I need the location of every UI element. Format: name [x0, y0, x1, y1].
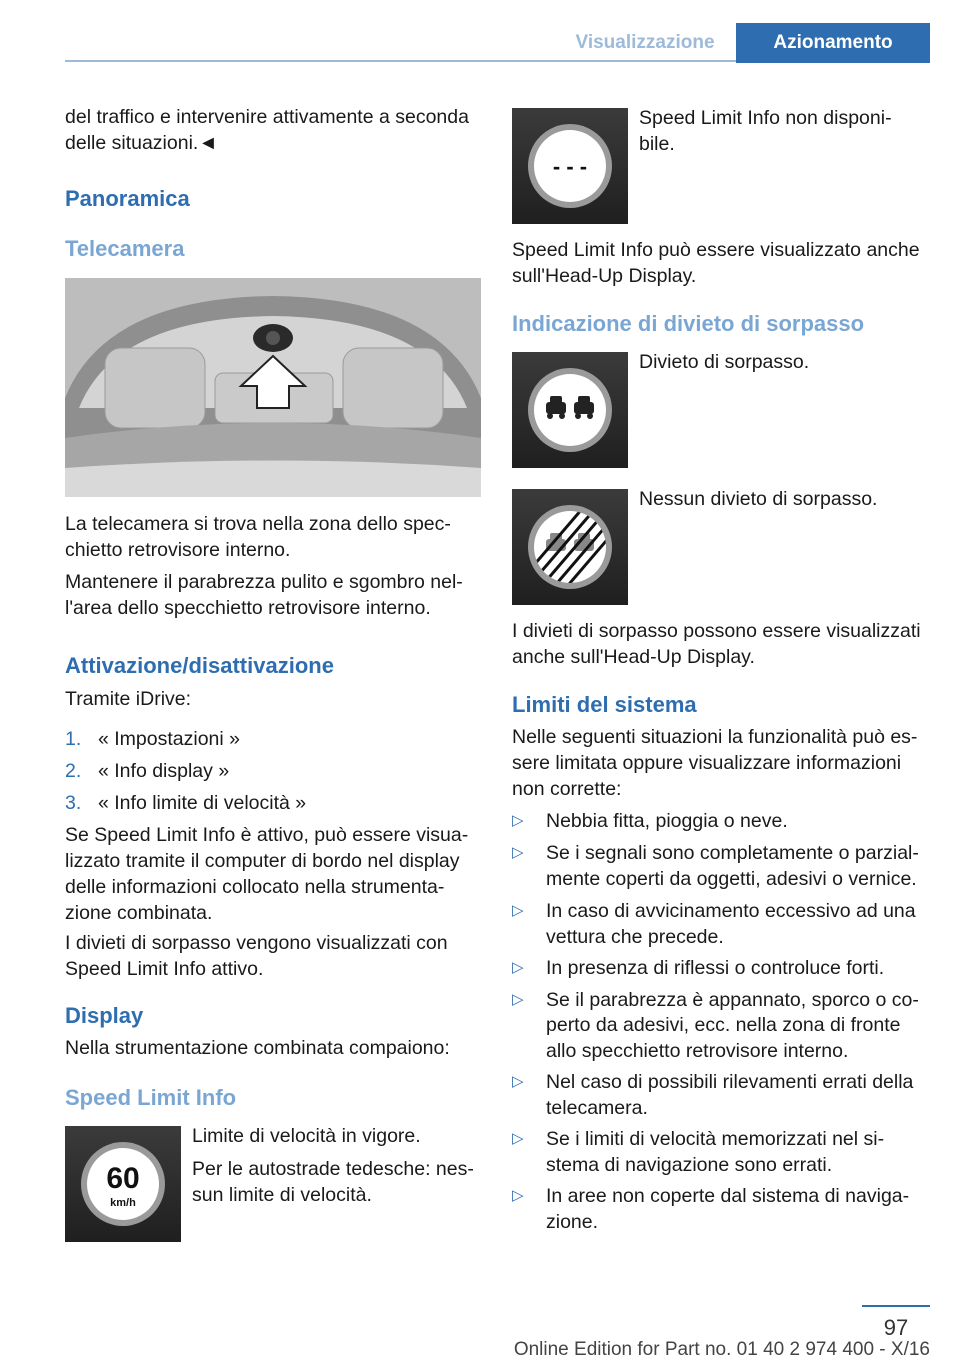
bullet-text: Se il parabrezza è appannato, sporco o co-: [546, 989, 919, 1011]
speed-limit-unavailable-sign: [512, 108, 628, 224]
bullet-text: vettura che precede.: [546, 926, 724, 948]
heading-divieto-sorpasso: Indicazione di divieto di sorpasso: [512, 311, 865, 336]
header-tab-visualizzazione[interactable]: Visualizzazione: [575, 32, 715, 53]
bullet-triangle-icon: ▷: [512, 902, 524, 919]
limiti-text-line-1: Nelle seguenti situazioni la funzionalità può es-: [512, 726, 918, 748]
speed-limit-sign: [65, 1126, 181, 1242]
heading-display: Display: [65, 1003, 144, 1028]
speed-sign-value: 60: [106, 1162, 140, 1195]
divieti-text-line-2: Speed Limit Info attivo.: [65, 958, 264, 980]
limiti-text-line-2: sere limitata oppure visualizzare informazioni: [512, 752, 902, 774]
bullet-text: In presenza di riflessi o controluce forti.: [546, 957, 885, 979]
step-text: « Info display »: [98, 760, 230, 782]
camera-text-line-1: La telecamera si trova nella zona dello spec-: [65, 513, 451, 535]
bullet-text: telecamera.: [546, 1097, 648, 1119]
bullet-triangle-icon: ▷: [512, 844, 524, 861]
nessun-divieto-desc: Nessun divieto di sorpasso.: [639, 488, 878, 510]
hud-text-line-2: sull'Head-Up Display.: [512, 265, 697, 287]
na-desc-line-2: bile.: [639, 133, 675, 155]
divieti-text-line-1: I divieti di sorpasso vengono visualizzati con: [65, 932, 448, 954]
camera-text-line-2: chietto retrovisore interno.: [65, 539, 291, 561]
camera-photo: [65, 278, 481, 497]
step-number: 1.: [65, 728, 82, 750]
bullet-text: Nebbia fitta, pioggia o neve.: [546, 810, 788, 832]
footer-edition: Online Edition for Part no. 01 40 2 974 400 - X/16: [513, 1339, 930, 1360]
no-overtaking-sign: [512, 352, 628, 468]
heading-speed-limit-info: Speed Limit Info: [65, 1085, 237, 1110]
header-tab-azionamento[interactable]: Azionamento: [736, 23, 930, 63]
divieto-desc: Divieto di sorpasso.: [639, 351, 810, 373]
active-text-line-4: zione combinata.: [65, 902, 213, 924]
bullet-text: allo specchietto retrovisore interno.: [546, 1040, 849, 1062]
heading-telecamera: Telecamera: [65, 236, 185, 261]
bullet-text: Nel caso di possibili rilevamenti errati della: [546, 1071, 914, 1093]
bullet-triangle-icon: ▷: [512, 1130, 524, 1147]
active-text-line-3: delle informazioni collocato nella strumenta-: [65, 876, 445, 898]
step-text: « Info limite di velocità »: [98, 792, 307, 814]
heading-limiti-sistema: Limiti del sistema: [512, 692, 697, 717]
active-text-line-2: lizzato tramite il computer di bordo nel display: [65, 850, 460, 872]
clean-text-line-2: l'area dello specchietto retrovisore interno.: [65, 597, 431, 619]
step-number: 3.: [65, 792, 82, 814]
speed-desc-1: Limite di velocità in vigore.: [192, 1125, 421, 1147]
na-sign-text: - - -: [552, 154, 588, 179]
speed-desc-2-line-2: sun limite di velocità.: [192, 1184, 372, 1206]
active-text-line-1: Se Speed Limit Info è attivo, può essere visua-: [65, 824, 469, 846]
bullet-text: zione.: [546, 1211, 599, 1233]
page-number: 97: [883, 1315, 909, 1340]
car-interior-illustration: [65, 278, 481, 497]
step-text: « Impostazioni »: [98, 728, 240, 750]
heading-attivazione: Attivazione/disattivazione: [65, 653, 334, 678]
limiti-text-line-3: non corrette:: [512, 778, 622, 800]
speed-sign-unit: km/h: [110, 1197, 136, 1209]
bullet-text: In caso di avvicinamento eccessivo ad una: [546, 900, 916, 922]
hud-text2-line-2: anche sull'Head-Up Display.: [512, 646, 755, 668]
bullet-triangle-icon: ▷: [512, 959, 524, 976]
bullet-triangle-icon: ▷: [512, 1073, 524, 1090]
bullet-triangle-icon: ▷: [512, 812, 524, 829]
footer-divider: [862, 1305, 930, 1307]
bullet-text: In aree non coperte dal sistema di naviga-: [546, 1185, 910, 1207]
hud-text-line-1: Speed Limit Info può essere visualizzato anche: [512, 239, 920, 261]
header-divider-active: [736, 60, 930, 63]
bullet-text: mente coperti da oggetti, adesivi o vernice.: [546, 868, 917, 890]
end-no-overtaking-sign: [512, 489, 628, 605]
intro-line-1: del traffico e intervenire attivamente a seconda: [65, 106, 469, 128]
bullet-triangle-icon: ▷: [512, 991, 524, 1008]
bullet-text: stema di navigazione sono errati.: [546, 1154, 833, 1176]
tramite-idrive: Tramite iDrive:: [65, 688, 192, 710]
na-desc-line-1: Speed Limit Info non disponi-: [639, 107, 892, 129]
bullet-text: Se i segnali sono completamente o parzial-: [546, 842, 919, 864]
bullet-text: Se i limiti di velocità memorizzati nel si-: [546, 1128, 885, 1150]
intro-line-2: delle situazioni.◄: [65, 132, 218, 154]
bullet-triangle-icon: ▷: [512, 1187, 524, 1204]
heading-panoramica: Panoramica: [65, 186, 190, 211]
step-number: 2.: [65, 760, 82, 782]
hud-text2-line-1: I divieti di sorpasso possono essere visualizzati: [512, 620, 921, 642]
display-text: Nella strumentazione combinata compaiono:: [65, 1037, 450, 1059]
clean-text-line-1: Mantenere il parabrezza pulito e sgombro nel-: [65, 571, 463, 593]
bullet-text: perto da adesivi, ecc. nella zona di fronte: [546, 1014, 901, 1036]
speed-desc-2-line-1: Per le autostrade tedesche: nes-: [192, 1158, 474, 1180]
